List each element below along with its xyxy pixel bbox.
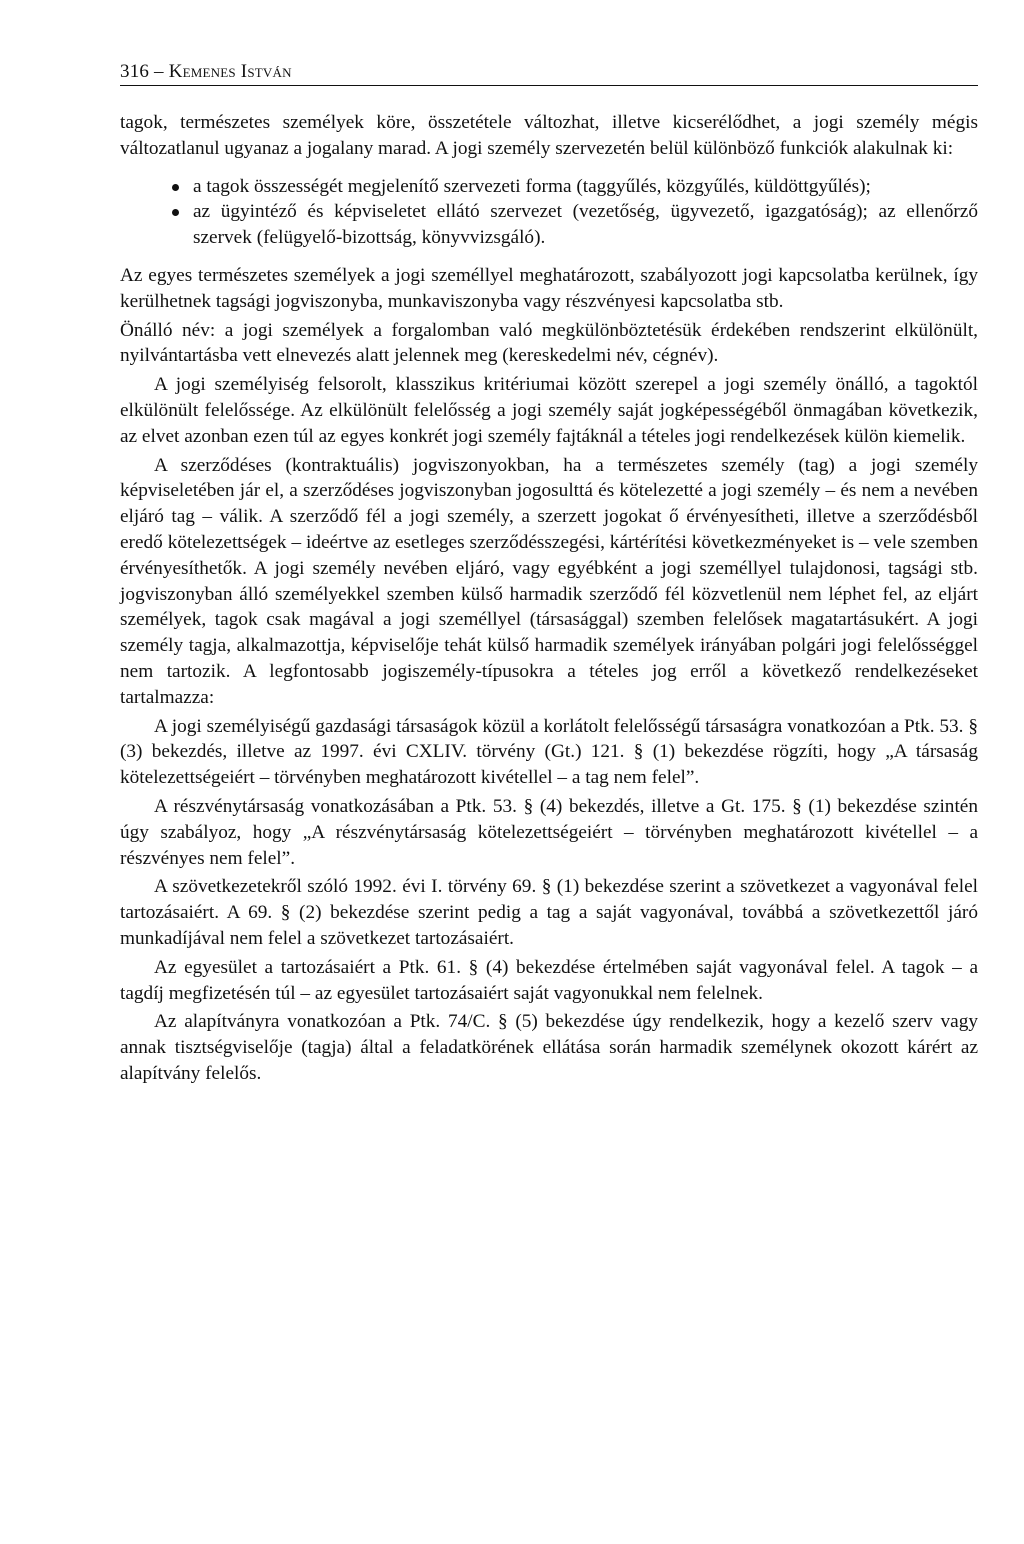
bullet-icon [172,184,179,191]
bullet-item [193,174,978,200]
paragraph: A szövetkezetekről szóló 1992. évi I. törvény 69. § (1) bekezdése szerint a szövetkezet a vagyonával felel tartozásaiért. A 69. § (2) bekezdése szerint pedig a tag a saját vagyonával, továbbá a szövetkezettől járó munkadíjával nem felel a szövetkezet tartozásaiért. [120,876,978,949]
author-name: Kemenes István [168,61,292,82]
bullet-list [120,174,978,251]
header-separator: – [149,61,169,82]
bullet-item [193,199,978,251]
page-number: 316 [120,61,150,82]
bullet-text: a tagok összességét megjelenítő szervezeti forma (taggyűlés, közgyűlés, küldöttgyűlés); [193,175,871,197]
paragraph: Önálló név: a jogi személyek a forgalomban való megkülönböztetésük érdekében rendszerint elkülönült, nyilvántartásba vett elnevezés alatt jelennek meg (kereskedelmi név, cégnév). [120,319,978,367]
paragraph: A részvénytársaság vonatkozásában a Ptk. 53. § (4) bekezdés, illetve a Gt. 175. § (1) bekezdése szintén úgy szabályoz, hogy „A részvénytársaság kötelezettségeiért – törvényben meghatározott kivétellel – a részvényes nem felel”. [120,795,978,869]
paragraph: A jogi személyiségű gazdasági társaságok közül a korlátolt felelősségű társaságra vonatkozóan a Ptk. 53. § (3) bekezdés, illetve az 1997. évi CXLIV. törvény (Gt.) 121. § (1) bekezdése rögzíti, hogy „A társaság kötelezettségeiért – törvényben meghatározott kivétellel – a tag nem felel”. [120,715,978,789]
paragraph: Az egyes természetes személyek a jogi személlyel meghatározott, szabályozott jogi kapcsolatba kerülnek, így kerülhetnek tagsági jogviszonyba, munkaviszonyba vagy részvényesi kapcsolatba stb. [120,264,978,312]
paragraph: A jogi személyiség felsorolt, klasszikus kritériumai között szerepel a jogi személy önálló, a tagoktól elkülönült felelőssége. Az elkülönült felelősség a jogi személy saját jogképességéből önmagában következik, az elvet azonban ezen túl az egyes konkrét jogi személy fajtáknál a tételes jogi rendelkezések külön kiemelik. [120,374,978,447]
running-header [120,60,978,86]
paragraph: Az egyesület a tartozásaiért a Ptk. 61. § (4) bekezdése értelmében saját vagyonával felel. A tagok – a tagdíj megfizetésén túl – az egyesület tartozásaiért saját vagyonukkal nem felelnek. [120,956,978,1004]
paragraph: Az alapítványra vonatkozóan a Ptk. 74/C. § (5) bekezdése úgy rendelkezik, hogy a kezelő szerv vagy annak tisztségviselője (tagja) által a feladatkörének ellátása során harmadik személynek okozott kárért az alapítvány felelős. [120,1011,978,1084]
paragraph-intro: tagok, természetes személyek köre, összetétele változhat, illetve kicserélődhet, a jogi személy mégis változatlanul ugyanaz a jogalany marad. A jogi személy szervezetén belül különböző funkciók alakulnak ki: [120,112,978,159]
bullet-icon [172,209,179,216]
paragraph: A szerződéses (kontraktuális) jogviszonyokban, ha a természetes személy (tag) a jogi személy képviseletében jár el, a szerződéses jogviszonyban jogosulttá és kötelezetté a jogi személy – és nem a nevében eljáró tag – válik. A szerződő fél a jogi személy, a szerzett jogokat ő érvényesítheti, illetve a szerződésből eredő kötelezettségek – ideértve az esetleges szerződésszegési, kártérítési következményeket is – vele szemben érvényesíthetők. A jogi személy nevében eljáró, vagy egyébként a jogi személlyel tulajdonosi, tagsági stb. jogviszonyban álló személyekkel szemben külső harmadik szerződő fél közvetlenül nem léphet fel, az eljárt személyek, tagok csak magával a jogi személlyel (társasággal) szemben felelősek magatartásukért. A jogi személy tagja, alkalmazottja, képviselője tehát külső harmadik személyek irányában polgári jogi felelősséggel nem tartozik. A legfontosabb jogiszemély-típusokra a tételes jog erről a következő rendelkezéseket tartalmazza: [120,454,978,708]
body-text [120,110,978,1087]
bullet-text: az ügyintéző és képviseletet ellátó szervezet (vezetőség, ügyvezető, igazgatóság); az ellenőrző szervek (felügyelő-bizottság, könyvvizsgáló). [193,201,978,249]
document-page [120,60,978,1090]
